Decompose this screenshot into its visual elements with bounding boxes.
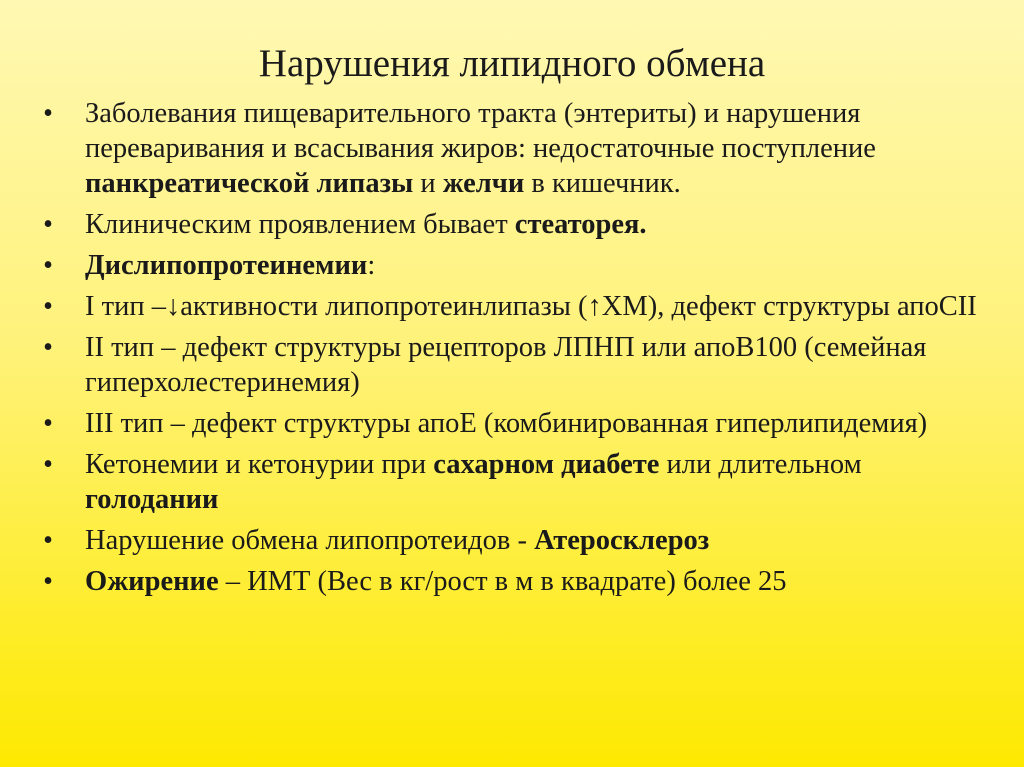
bullet-item <box>38 248 998 283</box>
slide-title: Нарушения липидного обмена <box>258 42 766 85</box>
bold-text-run: желчи <box>442 168 525 199</box>
text-run: Заболевания пищеварительного тракта (энтериты) и нарушения переваривания и всасывания жиров: недостаточные поступление <box>85 98 876 164</box>
text-run: Нарушение обмена липопротеидов - <box>85 525 535 556</box>
text-run: и <box>413 168 443 199</box>
bullet-item <box>38 330 998 400</box>
bullet-text <box>85 525 709 556</box>
bullet-item <box>38 289 998 324</box>
bullet-text <box>85 209 647 240</box>
bullet-text <box>85 332 926 398</box>
text-run: Кетонемии и кетонурии при <box>85 449 434 480</box>
bold-text-run: голодании <box>85 484 219 515</box>
bold-text-run: Дислипопротеинемии <box>85 250 368 281</box>
bullet-text <box>85 291 977 322</box>
bullet-item <box>38 207 998 242</box>
bold-text-run: Ожирение <box>85 566 219 597</box>
text-run: или длительном <box>659 449 862 480</box>
bullet-dot-icon: • <box>43 250 53 281</box>
text-run: I тип –↓активности липопротеинлипазы (↑ХМ), дефект структуры апоСII <box>85 291 977 322</box>
bold-text-run: панкреатической липазы <box>85 168 414 199</box>
text-run: III тип – дефект структуры апоЕ (комбинированная гиперлипидемия) <box>85 408 928 439</box>
bullet-item <box>38 564 998 599</box>
bold-text-run: сахарном диабете <box>433 449 660 480</box>
bullet-dot-icon: • <box>43 566 53 597</box>
bullet-dot-icon: • <box>43 408 53 439</box>
bullet-list <box>38 96 998 605</box>
text-run: в кишечник. <box>524 168 681 199</box>
bullet-item <box>38 523 998 558</box>
bullet-item <box>38 96 998 201</box>
bold-text-run: стеаторея. <box>514 209 647 240</box>
bullet-dot-icon: • <box>43 291 53 322</box>
text-run: : <box>367 250 376 281</box>
bullet-dot-icon: • <box>43 209 53 240</box>
text-run: – ИМТ (Вес в кг/рост в м в квадрате) более 25 <box>218 566 787 597</box>
bullet-text <box>85 566 786 597</box>
bullet-dot-icon: • <box>43 98 53 129</box>
text-run: Клиническим проявлением бывает <box>85 209 515 240</box>
bold-text-run: Атеросклероз <box>534 525 710 556</box>
bullet-text <box>85 449 862 515</box>
bullet-text <box>85 250 375 281</box>
bullet-text <box>85 408 927 439</box>
bullet-item <box>38 447 998 517</box>
bullet-dot-icon: • <box>43 525 53 556</box>
text-run: II тип – дефект структуры рецепторов ЛПНП или апоВ100 (семейная гиперхолестеринемия) <box>85 332 927 398</box>
bullet-item <box>38 406 998 441</box>
bullet-dot-icon: • <box>43 332 53 363</box>
bullet-dot-icon: • <box>43 449 53 480</box>
bullet-text <box>85 98 876 199</box>
